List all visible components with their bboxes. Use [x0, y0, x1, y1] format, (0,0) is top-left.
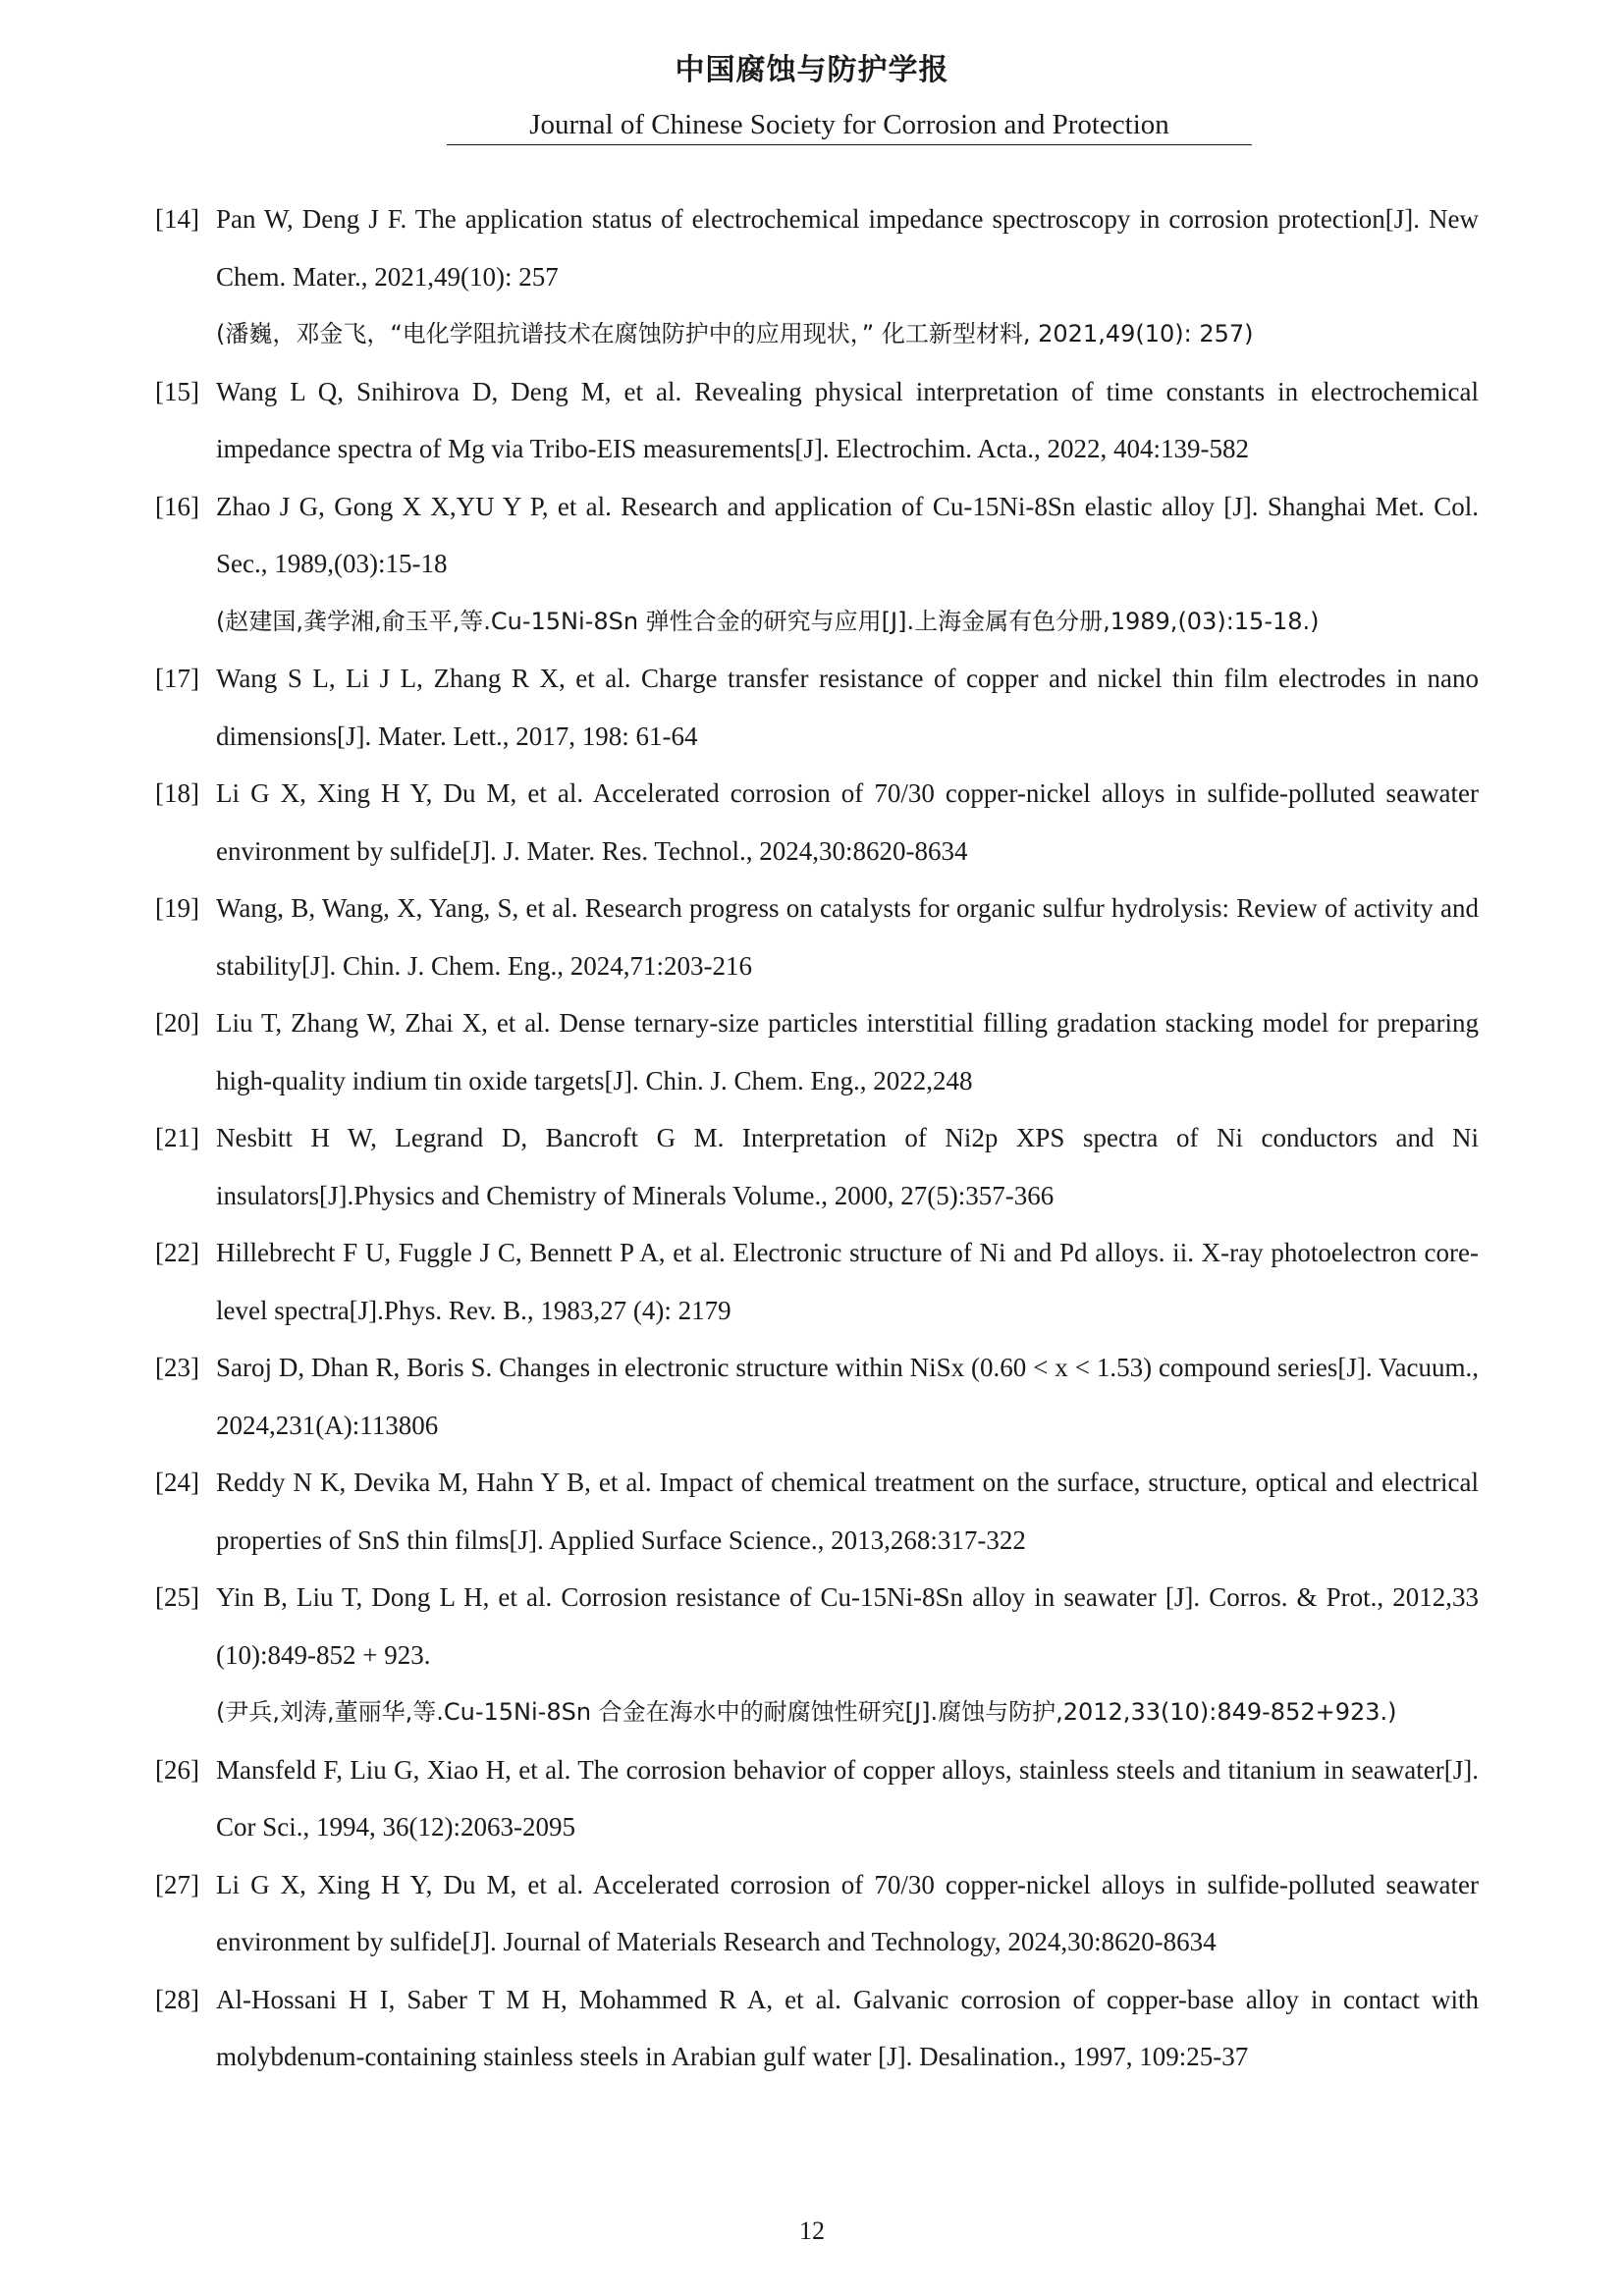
- reference-text: Zhao J G, Gong X X,YU Y P, et al. Research and application of Cu-15Ni-8Sn elastic alloy [J]. Shanghai Met. Col. Sec., 1989,(03):15-18: [216, 491, 1479, 578]
- reference-item: [155, 765, 1479, 880]
- reference-text: Reddy N K, Devika M, Hahn Y B, et al. Impact of chemical treatment on the surface, structure, optical and electrical properties of SnS thin films[J]. Applied Surface Science., 2013,268:317-322: [216, 1468, 1479, 1555]
- journal-title-cn: 中国腐蚀与防护学报: [675, 53, 949, 87]
- reference-text: Al-Hossani H I, Saber T M H, Mohammed R A, et al. Galvanic corrosion of copper-base alloy in contact with molybdenum-containing stainless steels in Arabian gulf water [J]. Desalination., 1997, 109:25-37: [216, 1984, 1479, 2071]
- reference-item: [155, 1224, 1479, 1339]
- reference-number: [16]: [155, 491, 199, 521]
- reference-number: [17]: [155, 664, 199, 693]
- reference-text: Liu T, Zhang W, Zhai X, et al. Dense ternary-size particles interstitial filling gradation stacking model for preparing high-quality indium tin oxide targets[J]. Chin. J. Chem. Eng., 2022,248: [216, 1008, 1479, 1095]
- reference-chinese-text: (赵建国,龚学湘,俞玉平,等.Cu-15Ni-8Sn 弹性合金的研究与应用[J].上海金属有色分册,1989,(03):15-18.): [216, 607, 1320, 635]
- reference-text: Wang L Q, Snihirova D, Deng M, et al. Revealing physical interpretation of time constants in electrochemical impedance spectra of Mg via Tribo-EIS measurements[J]. Electrochim. Acta., 2022, 404:139-582: [216, 376, 1479, 463]
- reference-number: [23]: [155, 1353, 199, 1382]
- reference-number: [18]: [155, 778, 199, 808]
- reference-number: [24]: [155, 1468, 199, 1497]
- reference-item: [155, 1454, 1479, 1569]
- reference-item: [155, 1971, 1479, 2086]
- reference-text: Saroj D, Dhan R, Boris S. Changes in electronic structure within NiSx (0.60 < x < 1.53) compound series[J]. Vacuum., 2024,231(A):113806: [216, 1353, 1479, 1440]
- reference-number: [27]: [155, 1869, 199, 1899]
- reference-text: Li G X, Xing H Y, Du M, et al. Accelerated corrosion of 70/30 copper-nickel alloys in sulfide-polluted seawater environment by sulfide[J]. J. Mater. Res. Technol., 2024,30:8620-8634: [216, 778, 1479, 866]
- reference-chinese-text: (尹兵,刘涛,董丽华,等.Cu-15Ni-8Sn 合金在海水中的耐腐蚀性研究[J].腐蚀与防护,2012,33(10):849-852+923.): [216, 1698, 1397, 1726]
- reference-item: [155, 1856, 1479, 1971]
- reference-item: [155, 190, 1479, 363]
- page-number: 12: [799, 2216, 825, 2245]
- reference-number: [25]: [155, 1582, 199, 1612]
- reference-number: [14]: [155, 204, 199, 234]
- reference-number: [26]: [155, 1754, 199, 1785]
- reference-text: Wang S L, Li J L, Zhang R X, et al. Charge transfer resistance of copper and nickel thin film electrodes in nano dimensions[J]. Mater. Lett., 2017, 198: 61-64: [216, 664, 1479, 751]
- reference-text: Li G X, Xing H Y, Du M, et al. Accelerated corrosion of 70/30 copper-nickel alloys in sulfide-polluted seawater environment by sulfide[J]. Journal of Materials Research and Technology, 2024,30:8620-8634: [216, 1869, 1479, 1956]
- reference-chinese-text: (潘巍，邓金飞，“电化学阻抗谱技术在腐蚀防护中的应用现状，” 化工新型材料, 2021,49(10): 257): [216, 320, 1254, 347]
- reference-item: [155, 363, 1479, 478]
- reference-number: [21]: [155, 1123, 199, 1152]
- reference-text: Yin B, Liu T, Dong L H, et al. Corrosion resistance of Cu-15Ni-8Sn alloy in seawater [J]. Corros. & Prot., 2012,33 (10):849-852 + 923.: [216, 1582, 1479, 1670]
- reference-item: [155, 994, 1479, 1109]
- reference-item: [155, 1569, 1479, 1741]
- reference-item: [155, 1339, 1479, 1454]
- reference-item: [155, 1109, 1479, 1224]
- reference-item: [155, 1741, 1479, 1856]
- reference-number: [28]: [155, 1984, 199, 2014]
- journal-title-en: Journal of Chinese Society for Corrosion and Protection: [447, 108, 1252, 145]
- reference-number: [19]: [155, 893, 199, 923]
- reference-number: [20]: [155, 1008, 199, 1038]
- reference-text: Hillebrecht F U, Fuggle J C, Bennett P A, et al. Electronic structure of Ni and Pd alloys. ii. X-ray photoelectron core-level spectra[J].Phys. Rev. B., 1983,27 (4): 2179: [216, 1238, 1479, 1325]
- reference-item: [155, 650, 1479, 765]
- reference-item: [155, 478, 1479, 651]
- reference-text: Wang, B, Wang, X, Yang, S, et al. Research progress on catalysts for organic sulfur hydrolysis: Review of activity and stability[J]. Chin. J. Chem. Eng., 2024,71:203-216: [216, 893, 1479, 981]
- reference-text: Nesbitt H W, Legrand D, Bancroft G M. Interpretation of Ni2p XPS spectra of Ni conductors and Ni insulators[J].Physics and Chemistry of Minerals Volume., 2000, 27(5):357-366: [216, 1123, 1479, 1210]
- reference-text: Pan W, Deng J F. The application status of electrochemical impedance spectroscopy in corrosion protection[J]. New Chem. Mater., 2021,49(10): 257: [216, 204, 1479, 292]
- reference-list: [155, 190, 1479, 2086]
- reference-item: [155, 880, 1479, 994]
- reference-number: [22]: [155, 1238, 199, 1267]
- reference-number: [15]: [155, 376, 199, 406]
- reference-text: Mansfeld F, Liu G, Xiao H, et al. The corrosion behavior of copper alloys, stainless steels and titanium in seawater[J]. Cor Sci., 1994, 36(12):2063-2095: [216, 1754, 1479, 1842]
